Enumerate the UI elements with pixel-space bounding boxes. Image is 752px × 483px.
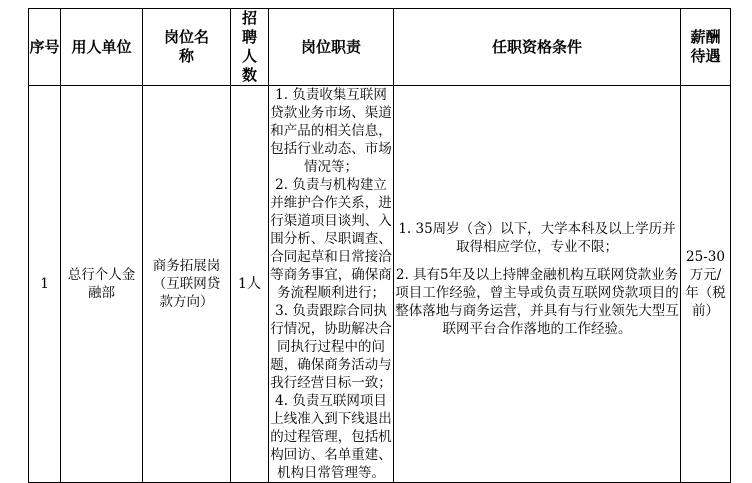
header-salary: 薪酬待遇 (681, 9, 731, 86)
cell-duties (269, 86, 394, 483)
header-count: 招聘人数 (231, 9, 269, 86)
header-no: 序号 (29, 9, 61, 86)
duty-item: 2. 负责与机构建立并维护合作关系，进行渠道项目谈判、入围分析、尽职调查、合同起草和日常接洽等商务事宜，确保商务流程顺利进行； (270, 177, 392, 301)
header-requirements: 任职资格条件 (394, 9, 681, 86)
cell-position: 商务拓展岗（互联网贷款方向） (143, 86, 231, 483)
requirement-item: 2. 具有5年及以上持牌金融机构互联网贷款业务项目工作经验，曾主导或负责互联网贷款项目的整体落地与商务运营，并具有与行业领先大型互联网平台合作落地的工作经验。 (395, 267, 679, 337)
header-unit: 用人单位 (61, 9, 143, 86)
header-duties: 岗位职责 (269, 9, 394, 86)
table-row (29, 86, 731, 483)
cell-no: 1 (29, 86, 61, 483)
header-position: 岗位名称 (143, 9, 231, 86)
requirement-item: 1. 35周岁（含）以下，大学本科及以上学历并取得相应学位，专业不限； (398, 221, 676, 255)
duty-item: 1. 负责收集互联网贷款业务市场、渠道和产品的相关信息，包括行业动态、市场情况等； (270, 87, 392, 175)
table-header-row (29, 9, 731, 86)
next-row-edge (28, 462, 752, 469)
cell-count: 1人 (231, 86, 269, 483)
cell-salary: 25-30万元/年（税前） (681, 86, 731, 483)
duty-item: 3. 负责跟踪合同执行情况，协助解决合同执行过程中的问题，确保商务活动与我行经营目标一致； (270, 303, 392, 391)
cell-requirements (394, 86, 681, 483)
duty-item: 4. 负责互联网项目上线准入到下线退出的过程管理，包括机构回访、名单重建、机构日常管理等。 (270, 393, 392, 481)
cell-unit: 总行个人金融部 (61, 86, 143, 483)
recruitment-table (28, 8, 731, 483)
